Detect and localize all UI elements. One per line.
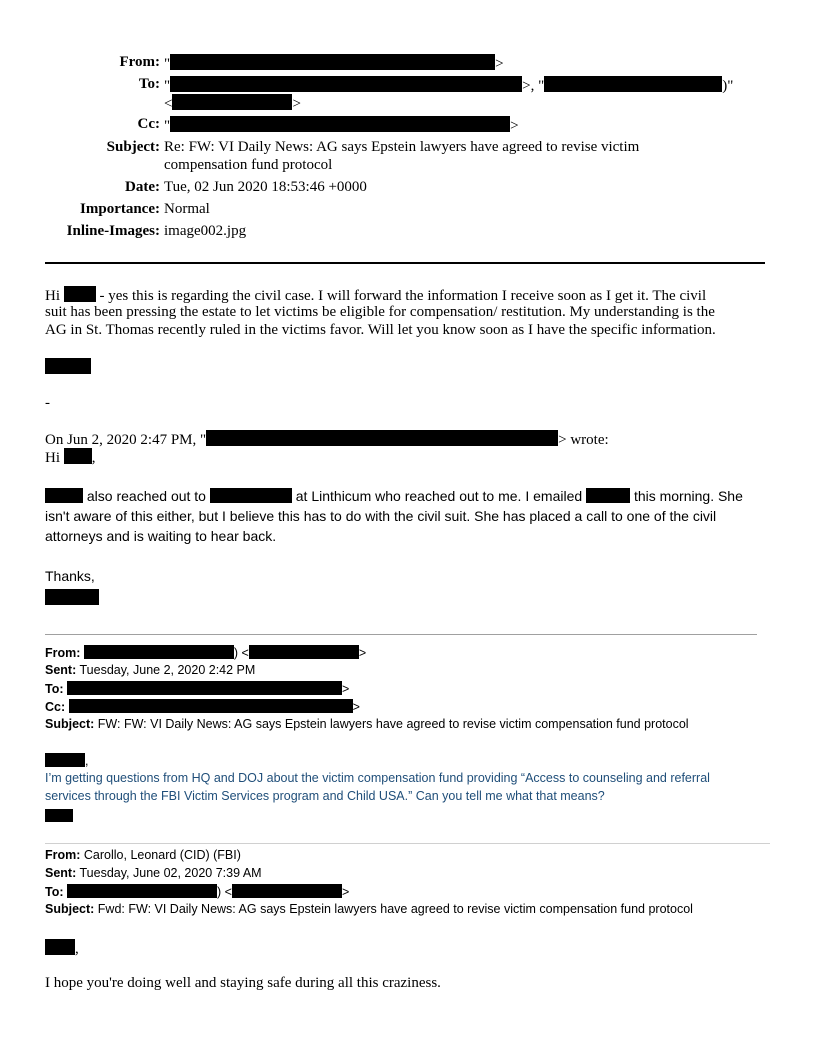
signature-redaction <box>45 589 99 605</box>
redaction <box>206 430 558 446</box>
greeting-text: Hi <box>45 288 60 304</box>
redaction <box>45 488 83 503</box>
cc-label: Cc: <box>137 116 160 132</box>
msg2-text: this morning. She <box>633 488 743 504</box>
importance-label: Importance: <box>80 201 160 217</box>
msg2-line-2: isn't aware of this either, but I believe this has to do with the civil suit. She has placed a call to one of the civil <box>45 508 717 524</box>
to-label: To: <box>45 885 64 899</box>
dash-separator: - <box>45 395 50 411</box>
fwd1-to: To: > <box>45 682 350 696</box>
forward-divider-2 <box>45 843 770 844</box>
cc-label: Cc: <box>45 700 66 714</box>
fwd1-from: From: ) < > <box>45 646 367 660</box>
redaction <box>170 116 510 132</box>
to-value: " >, " )" <box>164 78 734 94</box>
redaction <box>249 645 359 659</box>
redaction <box>172 94 292 110</box>
sent-value: Tuesday, June 2, 2020 2:42 PM <box>79 663 256 677</box>
fwd1-subject <box>45 717 689 731</box>
fwd2-sent <box>45 866 262 880</box>
redaction <box>64 286 96 302</box>
redaction <box>45 753 85 767</box>
quote-intro-suffix: > wrote: <box>558 432 609 448</box>
from-label: From: <box>45 848 81 862</box>
subject-label: Subject: <box>45 902 95 916</box>
redaction <box>232 884 342 898</box>
date-label: Date: <box>125 179 160 195</box>
greeting-text: Hi <box>45 450 60 466</box>
from-value: Carollo, Leonard (CID) (FBI) <box>83 848 241 862</box>
fwd1-cc: Cc: > <box>45 700 360 714</box>
fwd2-subject <box>45 902 693 916</box>
redaction <box>67 884 217 898</box>
to-label: To: <box>138 76 160 92</box>
sent-label: Sent: <box>45 663 77 677</box>
redaction <box>69 699 353 713</box>
redaction <box>67 681 342 695</box>
fwd1-body-line-1: I’m getting questions from HQ and DOJ about the victim compensation fund providing “Access to counseling and referral <box>45 771 710 785</box>
redaction <box>45 939 75 955</box>
redaction <box>64 448 92 464</box>
redaction <box>170 76 522 92</box>
cc-value: " > <box>164 118 519 134</box>
msg2-text: also reached out to <box>86 488 206 504</box>
signature-redaction <box>45 358 91 374</box>
fwd2-from <box>45 848 241 862</box>
thanks-text: Thanks, <box>45 568 95 584</box>
from-label: From: <box>45 646 81 660</box>
from-label: From: <box>119 54 160 70</box>
reply-text: - yes this is regarding the civil case. I will forward the information I receive soon as I get it. The civil <box>99 288 707 304</box>
reply-line-1 <box>45 286 706 305</box>
subject-value: FW: FW: VI Daily News: AG says Epstein lawyers have agreed to revise victim compensation fund protocol <box>97 717 689 731</box>
to-label: To: <box>45 682 64 696</box>
msg2-line-3: attorneys and is waiting to hear back. <box>45 528 277 544</box>
fwd1-body-line-2: services through the FBI Victim Services program and Child USA.” Can you tell me what that means? <box>45 789 605 803</box>
reply-line-3: AG in St. Thomas recently ruled in the victims favor. Will let you know soon as I have the specific information. <box>45 322 716 338</box>
inline-images-value: image002.jpg <box>164 223 247 239</box>
subject-label: Subject: <box>45 717 95 731</box>
fwd1-greeting: , <box>45 753 88 768</box>
fwd1-sent <box>45 663 255 677</box>
signature-redaction <box>45 809 73 822</box>
sent-value: Tuesday, June 02, 2020 7:39 AM <box>79 866 262 880</box>
redaction <box>170 54 495 70</box>
redaction <box>84 645 234 659</box>
to-value-cont: < > <box>164 96 301 112</box>
importance-value: Normal <box>164 201 210 217</box>
inline-images-label: Inline-Images: <box>66 223 160 239</box>
subject-value: Fwd: FW: VI Daily News: AG says Epstein lawyers have agreed to revise victim compensation fund protocol <box>97 902 693 916</box>
header-divider <box>45 262 765 264</box>
redaction <box>210 488 292 503</box>
date-value: Tue, 02 Jun 2020 18:53:46 +0000 <box>164 179 367 195</box>
redaction <box>544 76 722 92</box>
fwd2-closing: I hope you're doing well and staying safe during all this craziness. <box>45 975 441 991</box>
reply-line-2: suit has been pressing the estate to let victims be eligible for compensation/ restitution. My understanding is the <box>45 304 715 320</box>
from-value: " > <box>164 56 504 72</box>
sent-label: Sent: <box>45 866 77 880</box>
fwd2-to: To: ) < > <box>45 885 350 899</box>
fwd2-greeting: , <box>45 939 79 958</box>
quote-intro-text: On Jun 2, 2020 2:47 PM, " <box>45 432 207 448</box>
forward-divider <box>45 634 757 635</box>
subject-line-1: Re: FW: VI Daily News: AG says Epstein lawyers have agreed to revise victim <box>164 139 640 155</box>
redaction <box>586 488 630 503</box>
quote-greeting: Hi , <box>45 450 96 466</box>
msg2-text: at Linthicum who reached out to me. I emailed <box>295 488 583 504</box>
msg2-line-1 <box>45 488 743 504</box>
quote-intro <box>45 430 609 449</box>
subject-label: Subject: <box>106 139 160 155</box>
subject-line-2: compensation fund protocol <box>164 157 333 173</box>
